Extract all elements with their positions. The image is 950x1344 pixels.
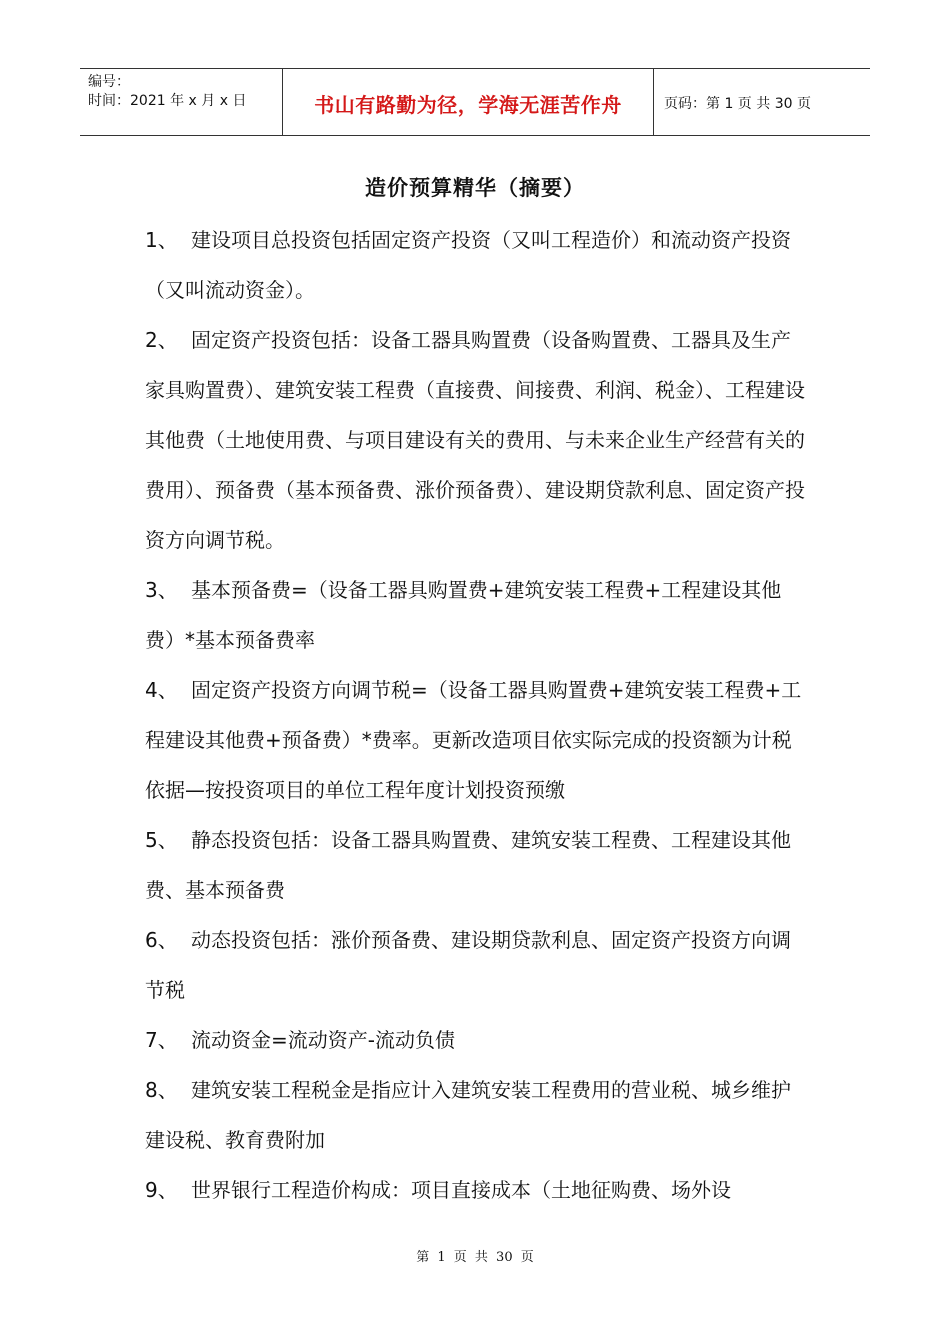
item-text: 建设项目总投资包括固定资产投资（又叫工程造价）和流动资产投资（又叫流动资金）。 xyxy=(145,228,791,302)
document-title: 造价预算精华（摘要） xyxy=(365,176,585,200)
item-number: 3、 xyxy=(145,578,178,602)
item-text: 基本预备费=（设备工器具购置费+建筑安装工程费+工程建设其他费）*基本预备费率 xyxy=(145,578,782,652)
list-item xyxy=(145,1065,810,1165)
item-number: 5、 xyxy=(145,828,178,852)
item-number: 6、 xyxy=(145,928,178,952)
item-text: 静态投资包括：设备工器具购置费、建筑安装工程费、工程建设其他费、基本预备费 xyxy=(145,828,791,902)
list-item xyxy=(145,1015,810,1065)
document-date-label: 时间：2021 年 x 月 x 日 xyxy=(88,93,247,109)
item-text: 固定资产投资包括：设备工器具购置费（设备购置费、工器具及生产家具购置费）、建筑安装工程费（直接费、间接费、利润、税金）、工程建设其他费（土地使用费、与项目建设有关的费用、与未来企业生产经营有关的费用）、预备费（基本预备费、涨价预备费）、建设期贷款利息、固定资产投资方向调节税。 xyxy=(145,328,805,552)
document-number-label: 编号： xyxy=(88,74,130,90)
item-number: 7、 xyxy=(145,1028,178,1052)
item-text: 固定资产投资方向调节税=（设备工器具购置费+建筑安装工程费+工程建设其他费+预备费）*费率。更新改造项目依实际完成的投资额为计税依据—按投资项目的单位工程年度计划投资预缴 xyxy=(145,678,802,802)
document-header xyxy=(80,68,870,136)
item-number: 8、 xyxy=(145,1078,178,1102)
header-info-cell xyxy=(80,69,282,135)
list-item xyxy=(145,1165,810,1215)
item-text: 流动资金=流动资产-流动负债 xyxy=(191,1028,455,1052)
page-footer: 第 1 页 共 30 页 xyxy=(416,1250,534,1265)
list-item xyxy=(145,215,810,315)
item-number: 4、 xyxy=(145,678,178,702)
document-body xyxy=(145,215,810,1215)
item-text: 世界银行工程造价构成：项目直接成本（土地征购费、场外设 xyxy=(191,1178,731,1202)
header-page-label: 页码：第 1 页 共 30 页 xyxy=(664,95,811,112)
item-text: 动态投资包括：涨价预备费、建设期贷款利息、固定资产投资方向调节税 xyxy=(145,928,791,1002)
list-item xyxy=(145,815,810,915)
item-number: 2、 xyxy=(145,328,178,352)
item-number: 1、 xyxy=(145,228,178,252)
header-page-cell xyxy=(654,69,870,135)
list-item xyxy=(145,665,810,815)
list-item xyxy=(145,315,810,565)
header-motto-cell xyxy=(282,69,654,135)
header-motto: 书山有路勤为径，学海无涯苦作舟 xyxy=(314,93,622,117)
item-text: 建筑安装工程税金是指应计入建筑安装工程费用的营业税、城乡维护建设税、教育费附加 xyxy=(145,1078,791,1152)
list-item xyxy=(145,915,810,1015)
list-item xyxy=(145,565,810,665)
item-number: 9、 xyxy=(145,1178,178,1202)
